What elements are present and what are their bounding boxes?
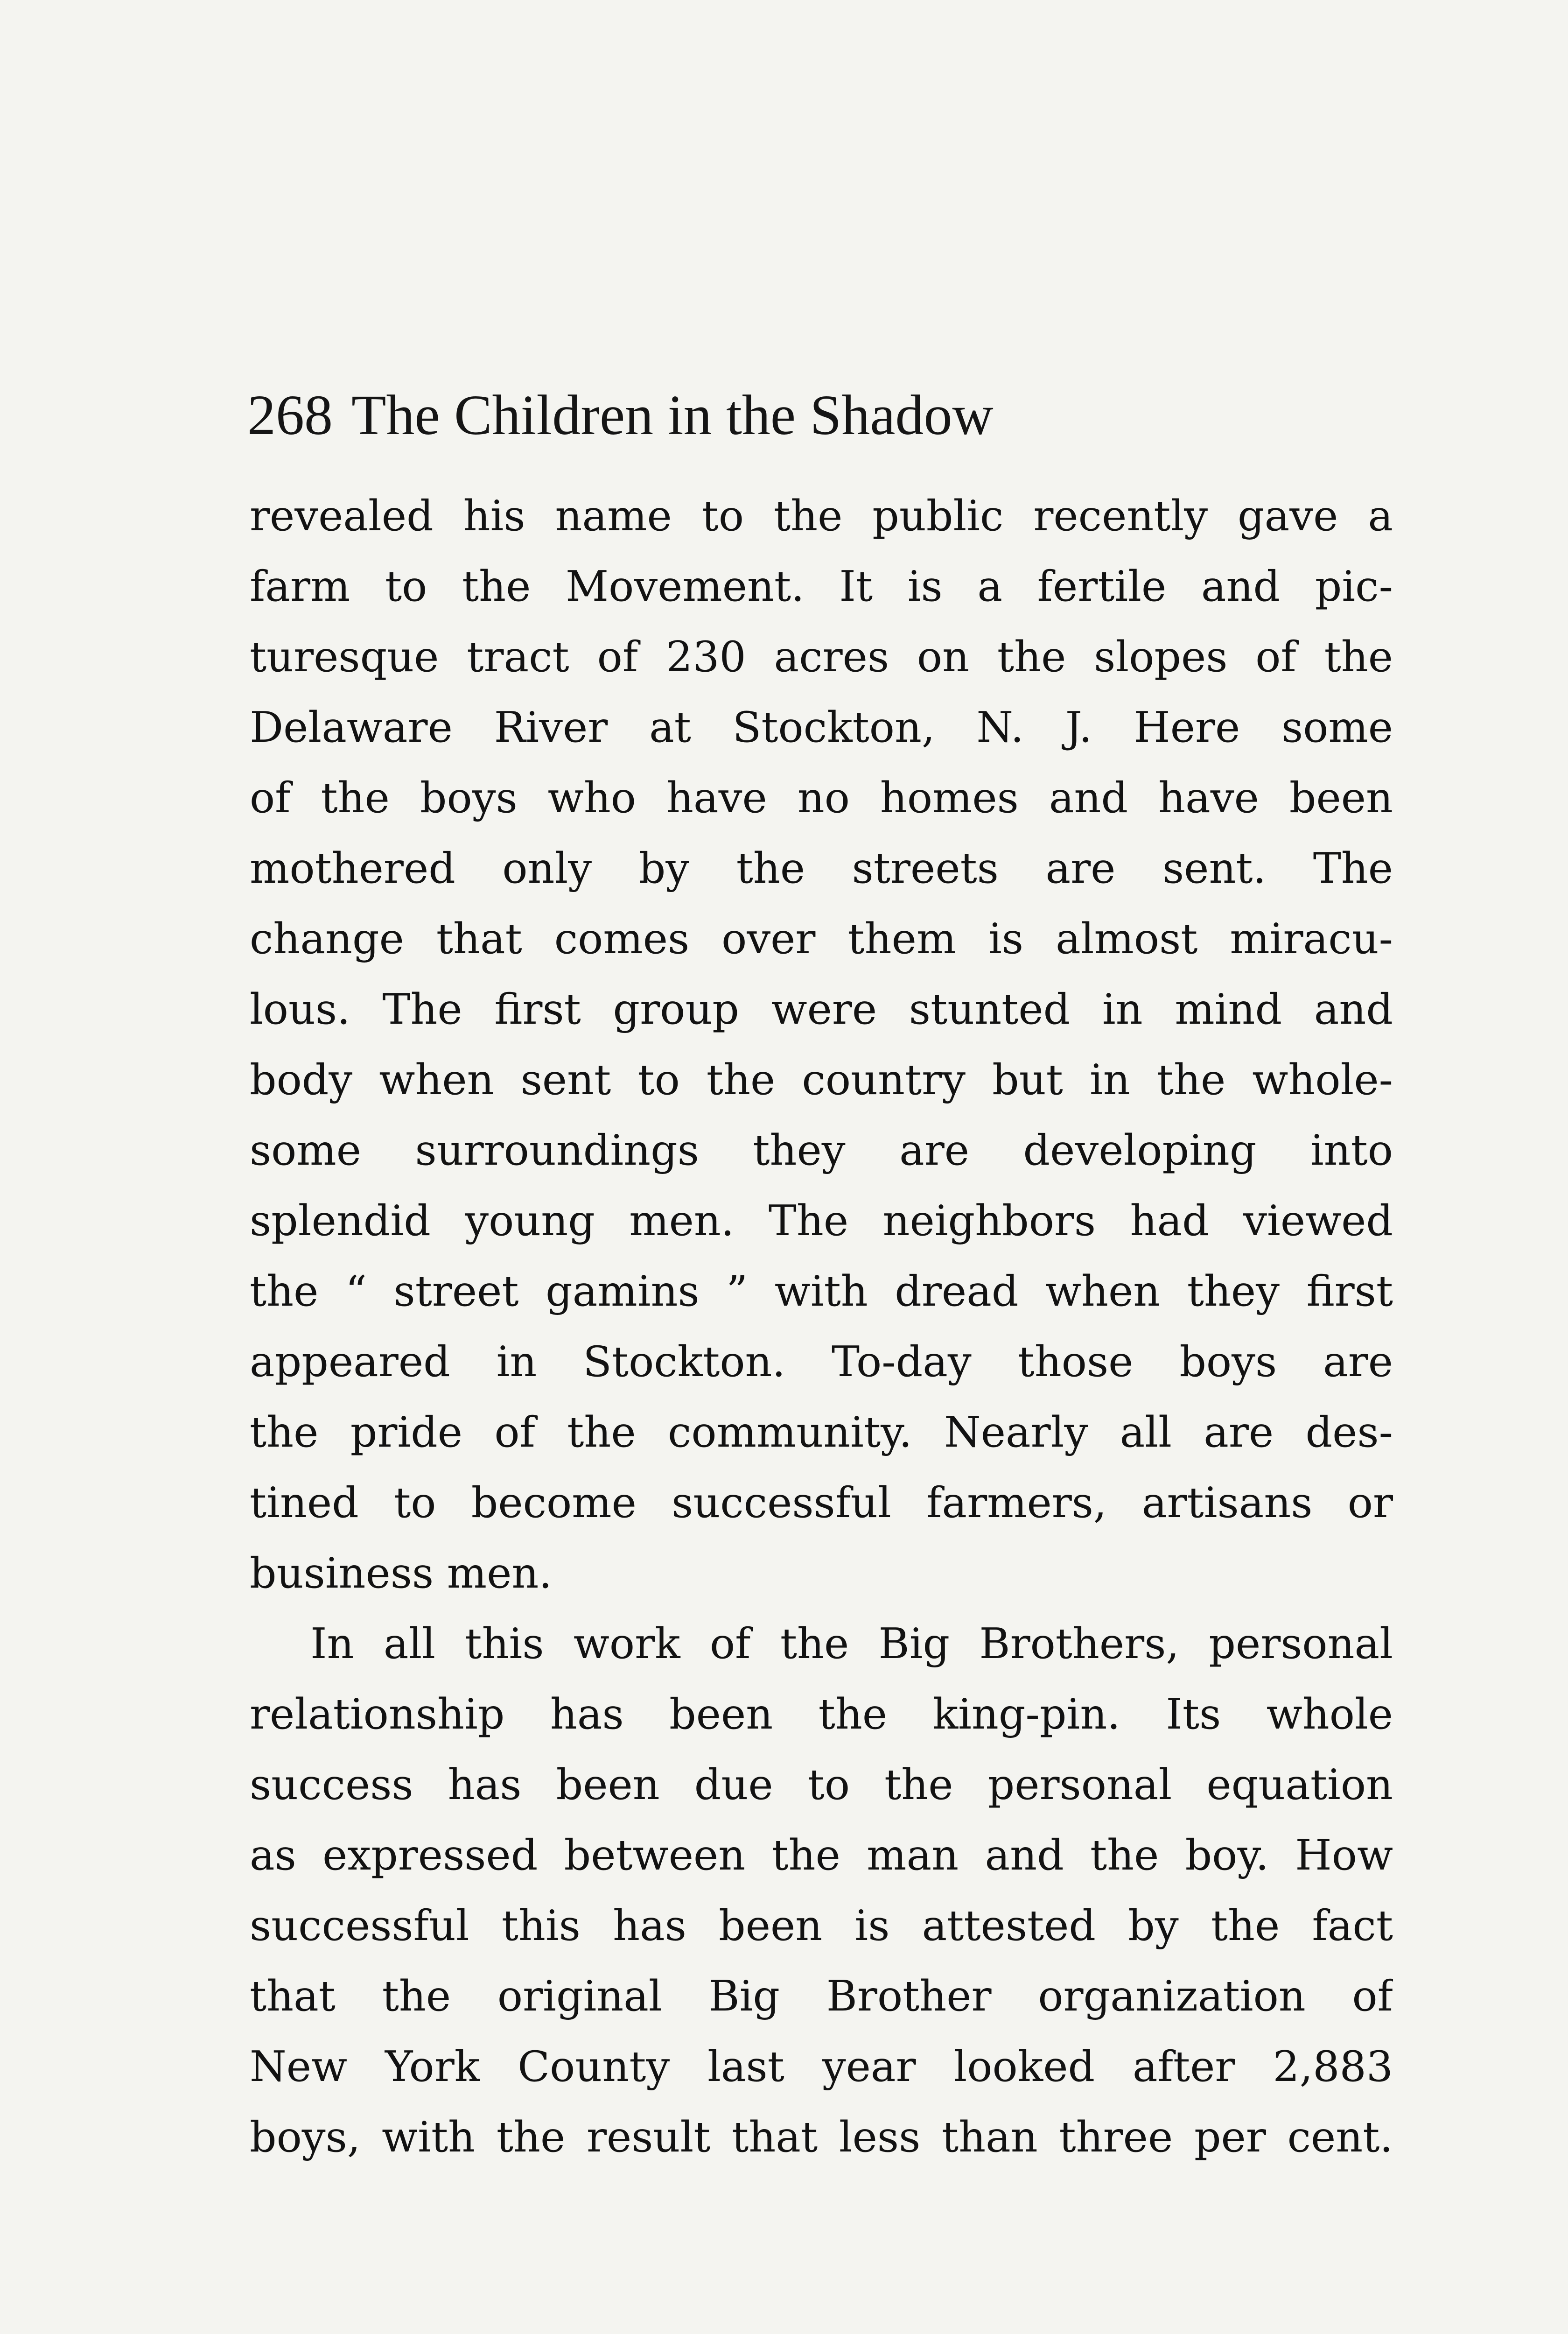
text-line: relationship has been the king-pin. Its whole xyxy=(250,1690,1393,1739)
body-text xyxy=(250,481,1393,2172)
book-title: The Children in the Shadow xyxy=(351,384,994,447)
text-line: as expressed between the man and the boy. How xyxy=(250,1831,1393,1880)
text-line: splendid young men. The neighbors had viewed xyxy=(250,1196,1393,1245)
text-line: New York County last year looked after 2,883 xyxy=(250,2042,1393,2091)
text-line: some surroundings they are developing into xyxy=(250,1126,1393,1175)
text-line: of the boys who have no homes and have been xyxy=(250,773,1393,823)
text-line: appeared in Stockton. To-day those boys are xyxy=(250,1337,1393,1386)
text-line: tined to become successful farmers, artisans or xyxy=(250,1478,1393,1527)
running-head xyxy=(247,378,1367,453)
text-line: change that comes over them is almost miracu- xyxy=(250,914,1393,963)
text-line: body when sent to the country but in the whole- xyxy=(250,1055,1393,1104)
text-line: farm to the Movement. It is a fertile and pic- xyxy=(250,562,1393,611)
text-line: Delaware River at Stockton, N. J. Here some xyxy=(250,703,1393,752)
text-line: the “ street gamins ” with dread when they first xyxy=(250,1267,1393,1316)
text-line: the pride of the community. Nearly all are des- xyxy=(250,1408,1393,1457)
text-line: boys, with the result that less than three per cent. xyxy=(250,2113,1393,2162)
text-line: In all this work of the Big Brothers, personal xyxy=(310,1619,1393,1668)
text-line: that the original Big Brother organization of xyxy=(250,1972,1393,2021)
text-line: business men. xyxy=(250,1549,552,1598)
text-line: turesque tract of 230 acres on the slopes of the xyxy=(250,633,1393,682)
text-line: mothered only by the streets are sent. The xyxy=(250,844,1393,893)
text-line: lous. The first group were stunted in mind and xyxy=(250,985,1393,1034)
text-line: revealed his name to the public recently gave a xyxy=(250,492,1393,541)
text-line: success has been due to the personal equation xyxy=(250,1760,1393,1809)
text-line: successful this has been is attested by the fact xyxy=(250,1901,1393,1950)
page-number: 268 xyxy=(247,384,333,447)
